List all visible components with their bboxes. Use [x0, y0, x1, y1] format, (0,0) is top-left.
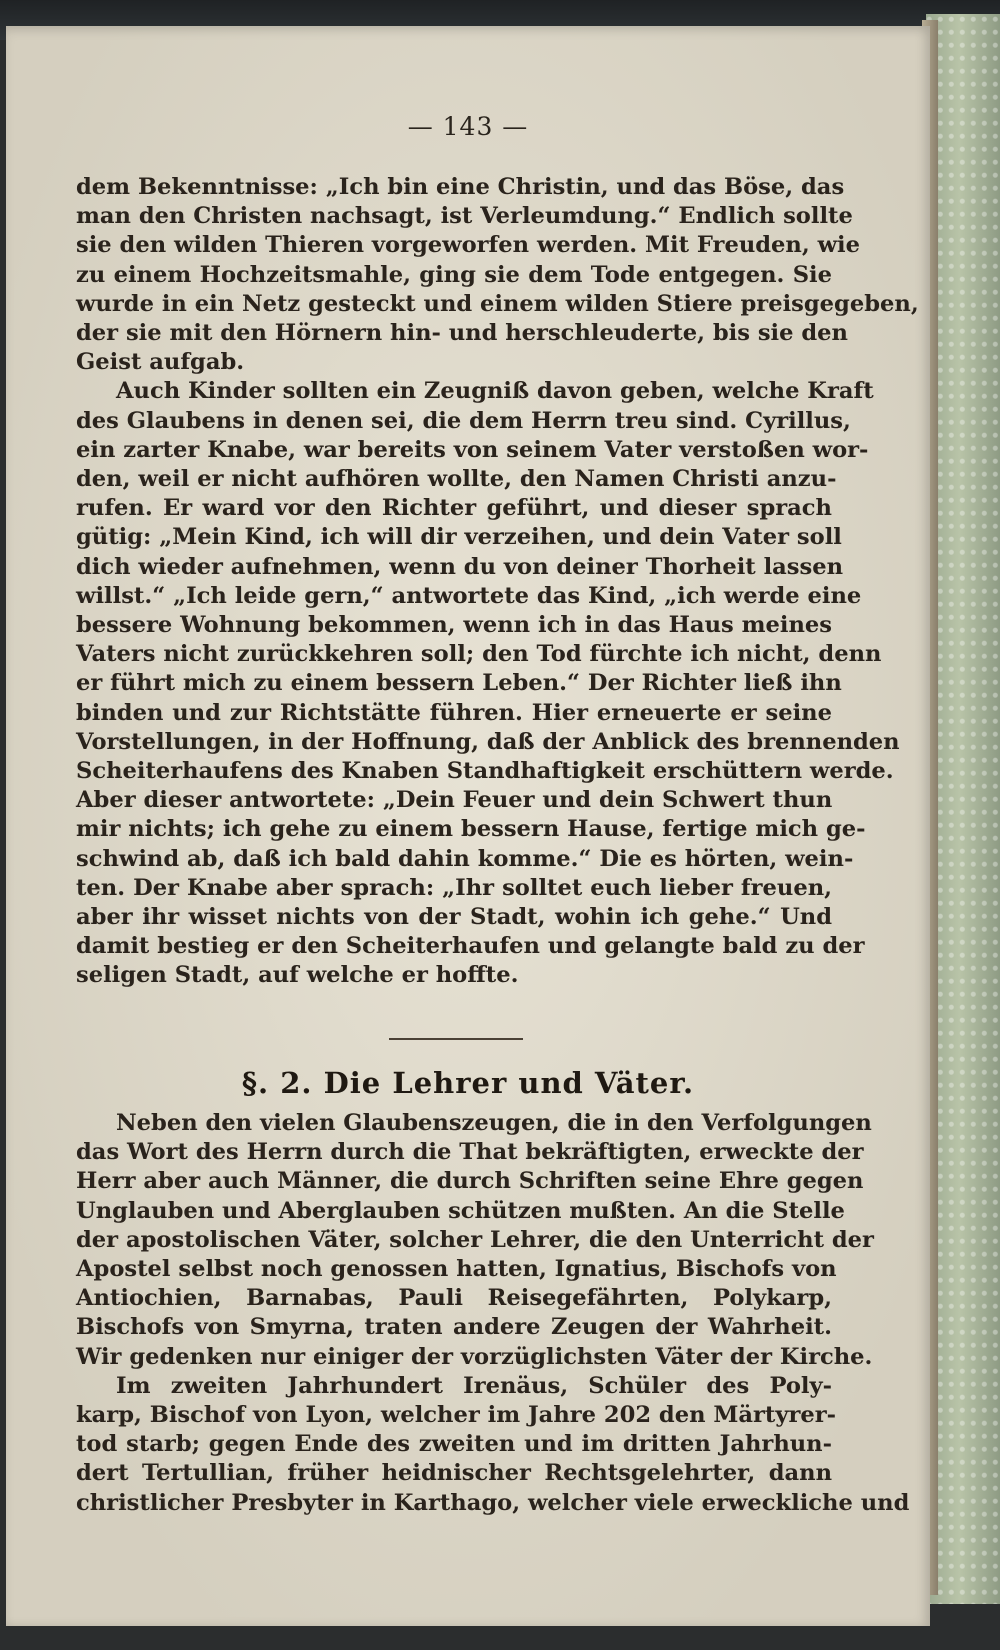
- text-line: damit bestieg er den Scheiterhaufen und gelangte bald zu der: [76, 933, 865, 960]
- text-line: Scheiterhaufens des Knaben Standhaftigkeit erschüttern werde.: [76, 758, 894, 785]
- text-line: willst.“ „Ich leide gern,“ antwortete das Kind, „ich werde eine: [76, 582, 862, 609]
- text-line: bessere Wohnung bekommen, wenn ich in das Haus meines: [76, 612, 832, 639]
- text-line: ten. Der Knabe aber sprach: „Ihr solltet euch lieber freuen,: [76, 874, 832, 901]
- text-line: schwind ab, daß ich bald dahin komme.“ Die es hörten, wein-: [76, 845, 854, 872]
- text-line: dert Tertullian, früher heidnischer Rechtsgelehrter, dann: [76, 1460, 832, 1487]
- text-line: binden und zur Richtstätte führen. Hier erneuerte er seine: [76, 699, 832, 726]
- body-text-top: [76, 173, 919, 991]
- text-line: mir nichts; ich gehe zu einem bessern Hause, fertige mich ge-: [76, 816, 866, 843]
- text-line: Im zweiten Jahrhundert Irenäus, Schüler des Poly-: [116, 1372, 832, 1399]
- text-line: Geist aufgab.: [76, 349, 245, 376]
- text-line: ein zarter Knabe, war bereits von seinem Vater verstoßen wor-: [76, 436, 869, 463]
- text-line: sie den wilden Thieren vorgeworfen werden. Mit Freuden, wie: [76, 232, 860, 259]
- text-line: Vaters nicht zurückkehren soll; den Tod fürchte ich nicht, denn: [76, 641, 882, 668]
- text-line: Antiochien, Barnabas, Pauli Reisegefährten, Polykarp,: [76, 1285, 832, 1312]
- text-line: er führt mich zu einem bessern Leben.“ Der Richter ließ ihn: [76, 670, 842, 697]
- book-page: [6, 26, 930, 1626]
- text-line: rufen. Er ward vor den Richter geführt, und dieser sprach: [76, 495, 832, 522]
- text-line: man den Christen nachsagt, ist Verleumdung.“ Endlich sollte: [76, 203, 853, 230]
- text-line: Unglauben und Aberglauben schützen mußten. An die Stelle: [76, 1197, 845, 1224]
- text-line: Vorstellungen, in der Hoffnung, daß der Anblick des brennenden: [76, 728, 900, 755]
- text-line: dich wieder aufnehmen, wenn du von deiner Thorheit lassen: [76, 553, 844, 580]
- text-line: Wir gedenken nur einiger der vorzüglichsten Väter der Kirche.: [76, 1343, 873, 1370]
- text-line: aber ihr wisset nichts von der Stadt, wohin ich gehe.“ Und: [76, 904, 832, 931]
- text-line: christlicher Presbyter in Karthago, welcher viele erweckliche und: [76, 1489, 910, 1516]
- text-line: das Wort des Herrn durch die That bekräftigten, erweckte der: [76, 1139, 864, 1166]
- text-line: seligen Stadt, auf welche er hoffte.: [76, 962, 519, 989]
- text-line: gütig: „Mein Kind, ich will dir verzeihen, und dein Vater soll: [76, 524, 842, 551]
- text-line: Auch Kinder sollten ein Zeugniß davon geben, welche Kraft: [116, 378, 874, 405]
- section-heading: §. 2. Die Lehrer und Väter.: [241, 1066, 695, 1100]
- text-line: wurde in ein Netz gesteckt und einem wilden Stiere preisgegeben,: [76, 290, 919, 317]
- body-text-bottom: [76, 1109, 910, 1518]
- text-line: zu einem Hochzeitsmahle, ging sie dem Tode entgegen. Sie: [76, 261, 832, 288]
- text-line: des Glaubens in denen sei, die dem Herrn treu sind. Cyrillus,: [76, 407, 851, 434]
- text-line: Herr aber auch Männer, die durch Schriften seine Ehre gegen: [76, 1168, 864, 1195]
- text-line: der apostolischen Väter, solcher Lehrer, die den Unterricht der: [76, 1226, 874, 1253]
- text-line: den, weil er nicht aufhören wollte, den Namen Christi anzu-: [76, 466, 837, 493]
- text-line: karp, Bischof von Lyon, welcher im Jahre 202 den Märtyrer-: [76, 1402, 837, 1429]
- text-line: der sie mit den Hörnern hin- und herschleuderte, bis sie den: [76, 320, 848, 347]
- text-line: Bischofs von Smyrna, traten andere Zeugen der Wahrheit.: [76, 1314, 832, 1341]
- text-line: Apostel selbst noch genossen hatten, Ignatius, Bischofs von: [76, 1256, 837, 1283]
- text-line: Aber dieser antwortete: „Dein Feuer und dein Schwert thun: [76, 787, 833, 814]
- text-line: Neben den vielen Glaubenszeugen, die in den Verfolgungen: [116, 1110, 872, 1136]
- text-line: tod starb; gegen Ende des zweiten und im dritten Jahrhun-: [76, 1431, 832, 1458]
- text-line: dem Bekenntnisse: „Ich bin eine Christin, und das Böse, das: [76, 174, 845, 200]
- page-number: — 143 —: [407, 112, 529, 141]
- section-divider: [389, 1038, 523, 1040]
